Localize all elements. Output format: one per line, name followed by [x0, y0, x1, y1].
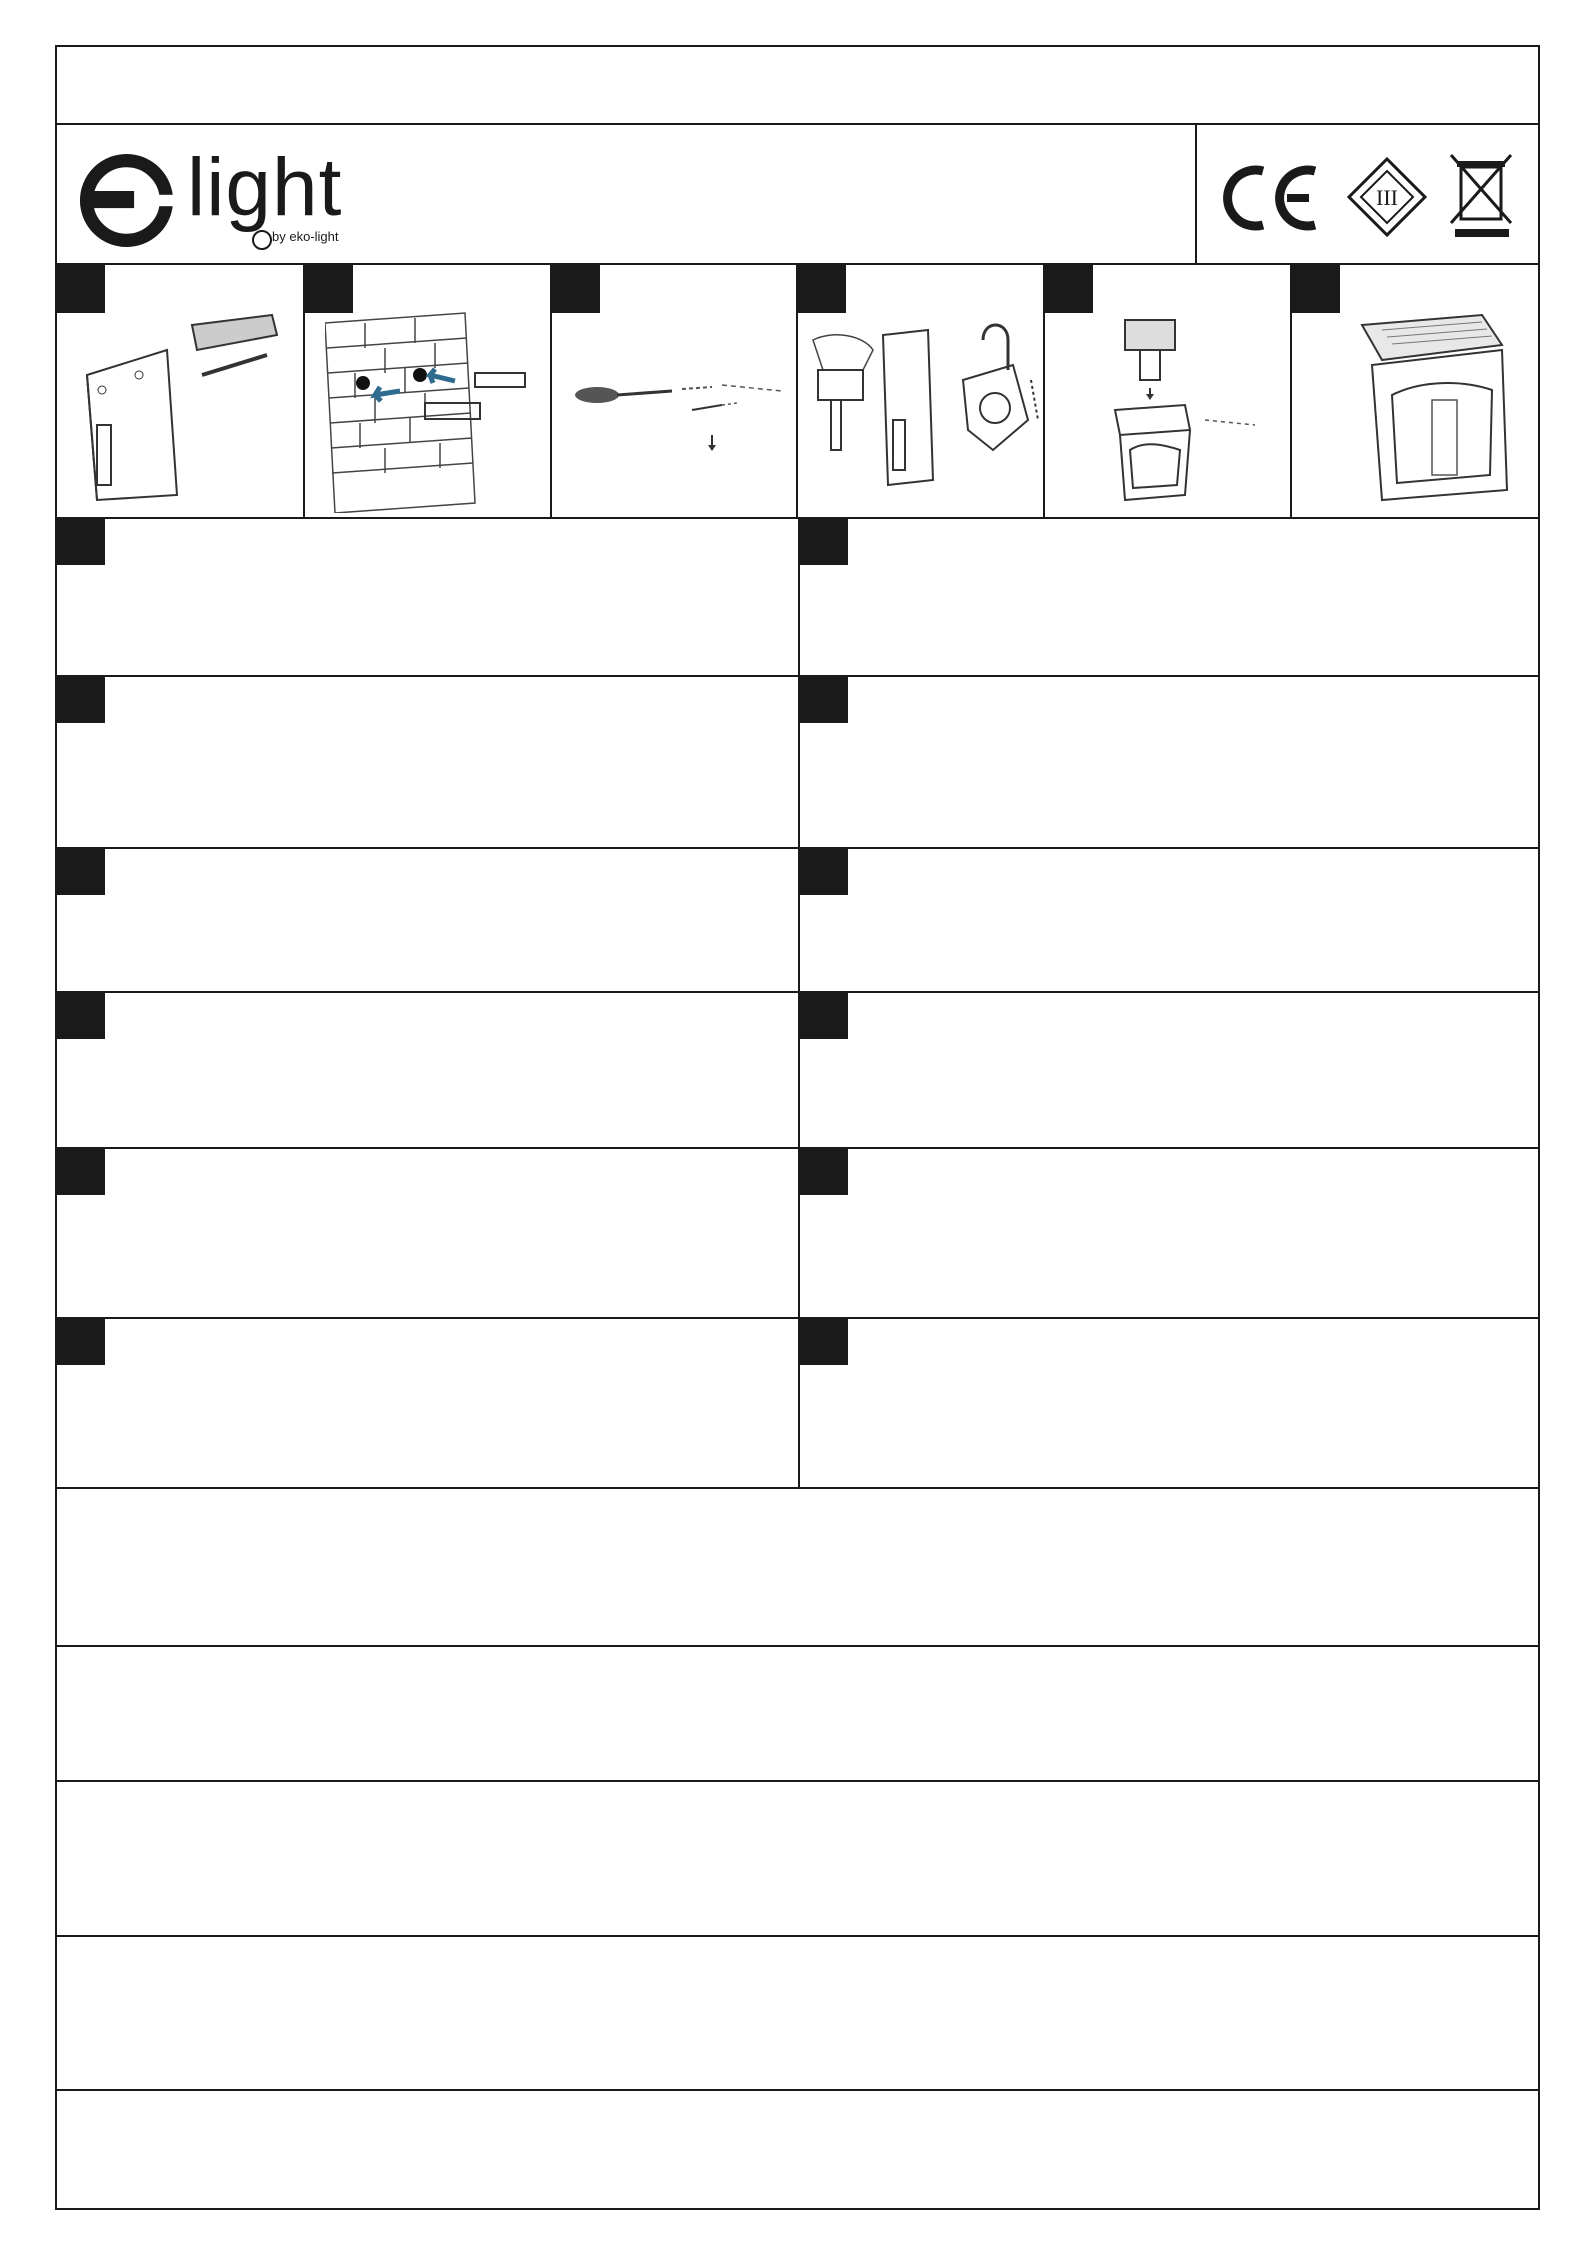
language-section-12: [800, 1319, 1540, 1487]
step-4: [798, 265, 1043, 517]
step-5: [1045, 265, 1290, 517]
info-section-5: [57, 2089, 1538, 2210]
brand-name: light: [187, 142, 343, 233]
class-iii-icon: [1345, 155, 1429, 239]
language-badge: [800, 849, 848, 895]
tagline-circle-icon: [252, 230, 272, 250]
step-3-badge: [552, 265, 600, 313]
language-section-10: [800, 1149, 1540, 1317]
solar-panel-insert-illustration: [1105, 300, 1305, 510]
mounting-lamp-illustration: [803, 310, 1043, 510]
language-badge: [57, 519, 105, 565]
language-section-11: [57, 1319, 798, 1487]
e-logo-icon: [79, 153, 174, 248]
language-badge: [800, 993, 848, 1039]
certifications: [1197, 125, 1540, 263]
instruction-sheet: [55, 45, 1540, 2210]
weee-bin-icon: [1447, 149, 1517, 239]
ce-mark-icon: [1215, 163, 1325, 233]
logo-row: [57, 123, 1538, 263]
step-5-badge: [1045, 265, 1093, 313]
info-section-3: [57, 1780, 1538, 1935]
language-row-1: [57, 517, 1538, 675]
language-row-5: [57, 1147, 1538, 1317]
info-section-4: [57, 1935, 1538, 2089]
language-section-9: [57, 1149, 798, 1317]
language-badge: [57, 1319, 105, 1365]
lamp-and-mounting-plate-illustration: [67, 305, 297, 505]
step-3: [552, 265, 796, 517]
brand-tagline: by eko-light: [272, 229, 339, 244]
step-6: [1292, 265, 1540, 517]
language-badge: [800, 1149, 848, 1195]
language-badge: [57, 677, 105, 723]
language-section-8: [800, 993, 1540, 1147]
language-section-6: [800, 849, 1540, 991]
step-1: [57, 265, 303, 517]
language-badge: [57, 849, 105, 895]
class-iii-label: III: [1376, 185, 1398, 210]
header-blank-row: [57, 47, 1538, 123]
language-section-4: [800, 677, 1540, 847]
wall-drilling-dowels-illustration: [325, 303, 565, 513]
language-badge: [800, 677, 848, 723]
language-row-4: [57, 991, 1538, 1147]
language-row-2: [57, 675, 1538, 847]
language-badge: [57, 993, 105, 1039]
language-badge: [57, 1149, 105, 1195]
language-section-2: [800, 519, 1540, 675]
language-section-3: [57, 677, 798, 847]
step-4-badge: [798, 265, 846, 313]
language-row-6: [57, 1317, 1538, 1487]
brand-logo: [57, 125, 1197, 263]
language-row-3: [57, 847, 1538, 991]
info-section-2: [57, 1645, 1538, 1780]
info-section-1: [57, 1487, 1538, 1645]
step-6-badge: [1292, 265, 1340, 313]
language-badge: [800, 1319, 848, 1365]
language-badge: [800, 519, 848, 565]
language-section-7: [57, 993, 798, 1147]
screwdriver-screws-illustration: [562, 355, 792, 475]
assembled-lamp-illustration: [1342, 305, 1522, 515]
language-section-5: [57, 849, 798, 991]
step-2: [305, 265, 550, 517]
language-section-1: [57, 519, 798, 675]
steps-row: [57, 263, 1538, 517]
